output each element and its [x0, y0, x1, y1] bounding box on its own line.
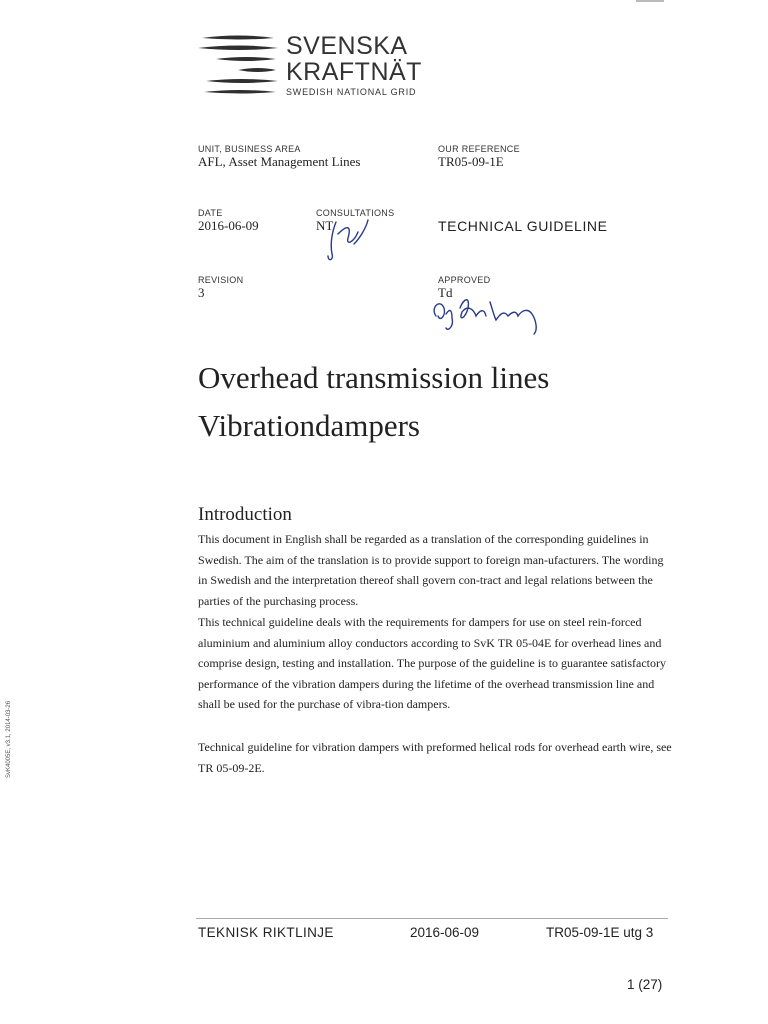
page-number: 1 (27)	[627, 977, 663, 992]
consultations-label: CONSULTATIONS	[316, 208, 395, 218]
intro-paragraph-2: This technical guideline deals with the requirements for dampers for use on steel rein-forced aluminium and aluminium alloy conductors according to SvK TR 05-04E for overhead lines and comprise design, testing and installation. The purpose of the guideline is to guarantee satisfactory performance of the vibration dampers during the lifetime of the overhead transmission line and shall be used for the purchase of vibra-tion dampers.	[198, 615, 666, 711]
revision-value: 3	[198, 285, 205, 300]
scan-mark	[636, 0, 664, 2]
reference-value: TR05-09-1E	[438, 154, 504, 169]
approved-value: Td	[438, 285, 453, 300]
consultation-signature	[318, 214, 378, 264]
unit-label: UNIT, BUSINESS AREA	[198, 144, 301, 154]
document-title-line2: Vibrationdampers	[198, 408, 420, 443]
svenska-kraftnat-logo	[198, 30, 458, 102]
footer-doc-type: TEKNISK RIKTLINJE	[198, 925, 334, 940]
date-value: 2016-06-09	[198, 218, 259, 233]
consultations-value: NT	[316, 218, 334, 233]
document-type: TECHNICAL GUIDELINE	[438, 218, 608, 234]
logo-stripes-icon	[198, 32, 278, 100]
reference-label: OUR REFERENCE	[438, 144, 520, 154]
approved-label: APPROVED	[438, 275, 491, 285]
revision-label: REVISION	[198, 275, 244, 285]
side-form-code-container	[6, 700, 16, 878]
date-label: DATE	[198, 208, 223, 218]
approval-signature	[424, 286, 554, 338]
logo-word-svenska: SVENSKA	[286, 32, 408, 60]
logo-word-kraftnat: KRAFTNÄT	[286, 58, 422, 86]
introduction-heading: Introduction	[198, 504, 292, 525]
side-form-code: SvK4005E, v3.1, 2014-03-26	[6, 700, 12, 778]
unit-value: AFL, Asset Management Lines	[198, 154, 361, 169]
footer-reference: TR05-09-1E utg 3	[546, 925, 654, 940]
document-title-line1: Overhead transmission lines	[198, 360, 550, 395]
logo-subtitle: SWEDISH NATIONAL GRID	[286, 87, 417, 97]
footer-divider	[196, 918, 668, 919]
footer-date: 2016-06-09	[410, 925, 480, 940]
intro-paragraph-1: This document in English shall be regarded as a translation of the corresponding guidelines in Swedish. The aim of the translation is to provide support to foreign man-ufacturers. The wording in Swedish and the interpretation thereof shall govern con-tract and legal relations between the parties of the purchasing process.	[198, 532, 664, 608]
intro-paragraph-3: Technical guideline for vibration dampers with preformed helical rods for overhead earth wire, see TR 05-09-2E.	[198, 740, 672, 775]
